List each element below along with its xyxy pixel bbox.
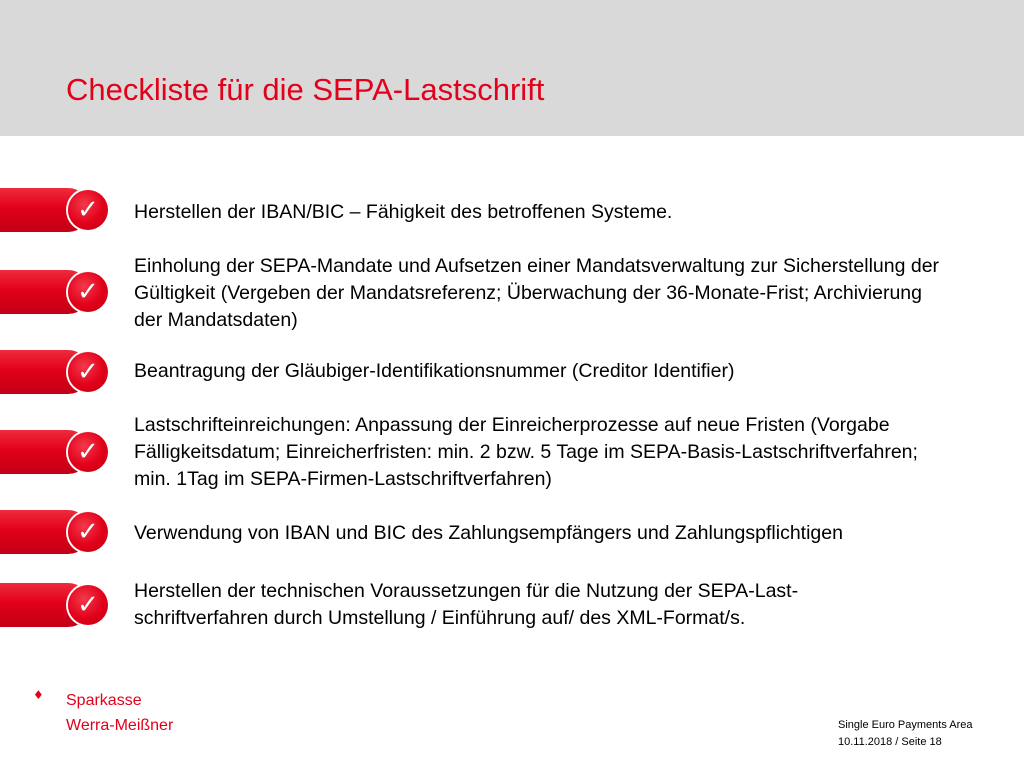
checklist-item-text: Beantragung der Gläubiger-Identifikationsnummer (Creditor Identifier): [134, 360, 735, 382]
checkmark-icon: ✓: [68, 585, 108, 625]
footer-subject: Single Euro Payments Area: [838, 719, 973, 731]
checkmark-icon: ✓: [68, 512, 108, 552]
brand-line-2: Werra-Meißner: [66, 717, 174, 734]
footer-date-page: 10.11.2018 / Seite 18: [838, 736, 942, 748]
checklist-item-text: Lastschrifteinreichungen: Anpassung der Einreicherprozesse auf neue Fristen (Vorgabe Fälligkeitsdatum; Einreicherfristen: min. 2 bzw. 5 Tage im SEPA-Basis-Lastschriftverfahren; min. 1Tag im SEPA-Firmen-Lastschriftverfahren): [134, 414, 918, 490]
checkmark-icon: ✓: [68, 272, 108, 312]
brand-line-1: Sparkasse: [66, 692, 142, 709]
checklist-item-text: Herstellen der technischen Voraussetzungen für die Nutzung der SEPA-Last-schriftverfahren durch Umstellung / Einführung auf/ des XML-Format/s.: [134, 580, 799, 629]
check-marker: [0, 510, 110, 554]
checklist-item-text: Einholung der SEPA-Mandate und Aufsetzen einer Mandatsverwaltung zur Sicherstellung der Gültigkeit (Vergeben der Mandatsreferenz; Überwachung der 36-Monate-Frist; Archivierung der Mandatsdaten): [134, 255, 940, 331]
checkmark-icon: ✓: [68, 352, 108, 392]
page-title: Checkliste für die SEPA-Lastschrift: [66, 72, 545, 107]
check-marker: [0, 270, 110, 314]
brand-name: [66, 688, 173, 738]
check-marker: [0, 188, 110, 232]
check-marker: [0, 583, 110, 627]
check-marker: [0, 430, 110, 474]
checklist-item-text: Herstellen der IBAN/BIC – Fähigkeit des betroffenen Systeme.: [134, 201, 673, 223]
diamond-bullet-icon: ♦: [33, 688, 44, 702]
checkmark-icon: ✓: [68, 190, 108, 230]
checkmark-icon: ✓: [68, 432, 108, 472]
footer-meta: [838, 717, 973, 751]
check-marker: [0, 350, 110, 394]
checklist-item-text: Verwendung von IBAN und BIC des Zahlungsempfängers und Zahlungspflichtigen: [134, 522, 843, 544]
